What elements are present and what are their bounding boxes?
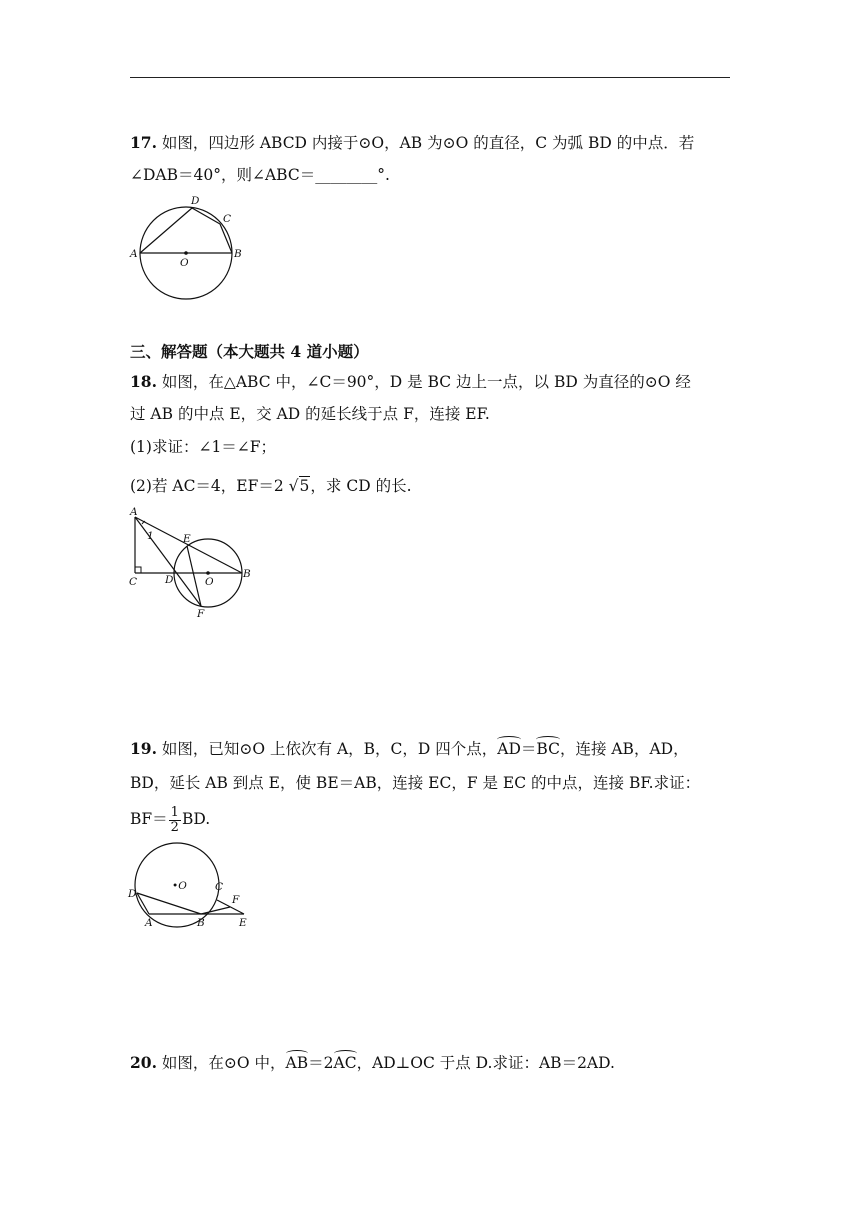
q18-line1 — [130, 372, 691, 392]
q19-text1-post: ，连接 AB，AD， — [559, 740, 689, 758]
q17-line1 — [130, 133, 694, 153]
q18-number: 18. — [130, 372, 157, 391]
q19-line3-post: BD. — [181, 810, 211, 828]
q18-label-1: 1 — [147, 530, 154, 542]
q19-number: 19. — [130, 739, 157, 758]
q19-label-F: F — [232, 894, 240, 906]
q19-equals: ＝ — [520, 740, 537, 758]
header-rule — [130, 77, 730, 78]
section-heading: 三、解答题（本大题共 4 道小题） — [130, 342, 369, 361]
q17-number: 17. — [130, 133, 157, 152]
arc-AB: AB — [285, 1054, 309, 1072]
q18-text1: 如图，在△ABC 中，∠C＝90°，D 是 BC 边上一点，以 BD 为直径的⊙O 经 — [156, 373, 691, 391]
q17-text1: 如图，四边形 ABCD 内接于⊙O，AB 为⊙O 的直径，C 为弧 BD 的中点．若 — [156, 134, 695, 152]
q19-label-C: C — [215, 881, 224, 893]
q19-label-B: B — [197, 917, 205, 929]
q18-label-D: D — [165, 574, 174, 586]
fraction-one-half — [169, 806, 181, 835]
q17-line2: ∠DAB＝40°，则∠ABC＝________°. — [130, 166, 390, 184]
q19-label-E: E — [239, 917, 247, 929]
q19-line3-pre: BF＝ — [130, 810, 168, 828]
q18-part2 — [130, 476, 412, 496]
q20-text-mid: ＝2 — [308, 1054, 334, 1072]
q19-line1 — [130, 739, 689, 759]
q17-label-C: C — [223, 213, 232, 225]
q17-label-D: D — [191, 195, 200, 207]
arc-AD: AD — [497, 740, 521, 758]
q18-label-A: A — [130, 506, 138, 518]
q18-line2: 过 AB 的中点 E，交 AD 的延长线于点 F，连接 EF. — [130, 405, 490, 423]
q19-label-O: •O — [172, 880, 187, 892]
q17-label-A: A — [130, 248, 138, 260]
q18-label-O: O — [205, 576, 214, 588]
q17-label-B: B — [234, 248, 242, 260]
q19-line2: BD，延长 AB 到点 E，使 BE＝AB，连接 EC，F 是 EC 的中点，连接 BF.求证： — [130, 774, 701, 792]
q19-label-D: D — [128, 888, 137, 900]
q19-text1: 如图，已知⊙O 上依次有 A，B，C，D 四个点， — [156, 740, 498, 758]
frac-numerator: 1 — [170, 804, 179, 820]
q20-number: 20. — [130, 1053, 157, 1072]
sqrt-symbol: √5 — [288, 477, 310, 495]
arc-AC: AC — [333, 1054, 357, 1072]
frac-denominator: 2 — [170, 819, 179, 835]
q18-label-E: E — [183, 533, 191, 545]
q20-text-pre: 如图，在⊙O 中， — [156, 1054, 286, 1072]
q18-figure — [125, 507, 265, 622]
q19-figure — [125, 842, 255, 932]
arc-BC: BC — [536, 740, 560, 758]
q18-part2-post: ，求 CD 的长. — [310, 477, 412, 495]
q18-sqrt-radicand: 5 — [299, 477, 310, 495]
q19-label-A: A — [145, 917, 153, 929]
q18-label-C: C — [129, 576, 138, 588]
q20-text-post: ，AD⊥OC 于点 D.求证：AB＝2AD. — [356, 1054, 615, 1072]
q18-part1: (1)求证：∠1＝∠F； — [130, 438, 277, 456]
q18-label-B: B — [243, 568, 251, 580]
q20-line — [130, 1053, 615, 1073]
q17-figure — [128, 192, 248, 302]
q17-label-O: O — [180, 257, 189, 269]
q18-part2-pre: (2)若 AC＝4，EF＝2 — [130, 477, 289, 495]
q19-line3 — [130, 804, 210, 835]
q18-label-F: F — [197, 608, 205, 620]
